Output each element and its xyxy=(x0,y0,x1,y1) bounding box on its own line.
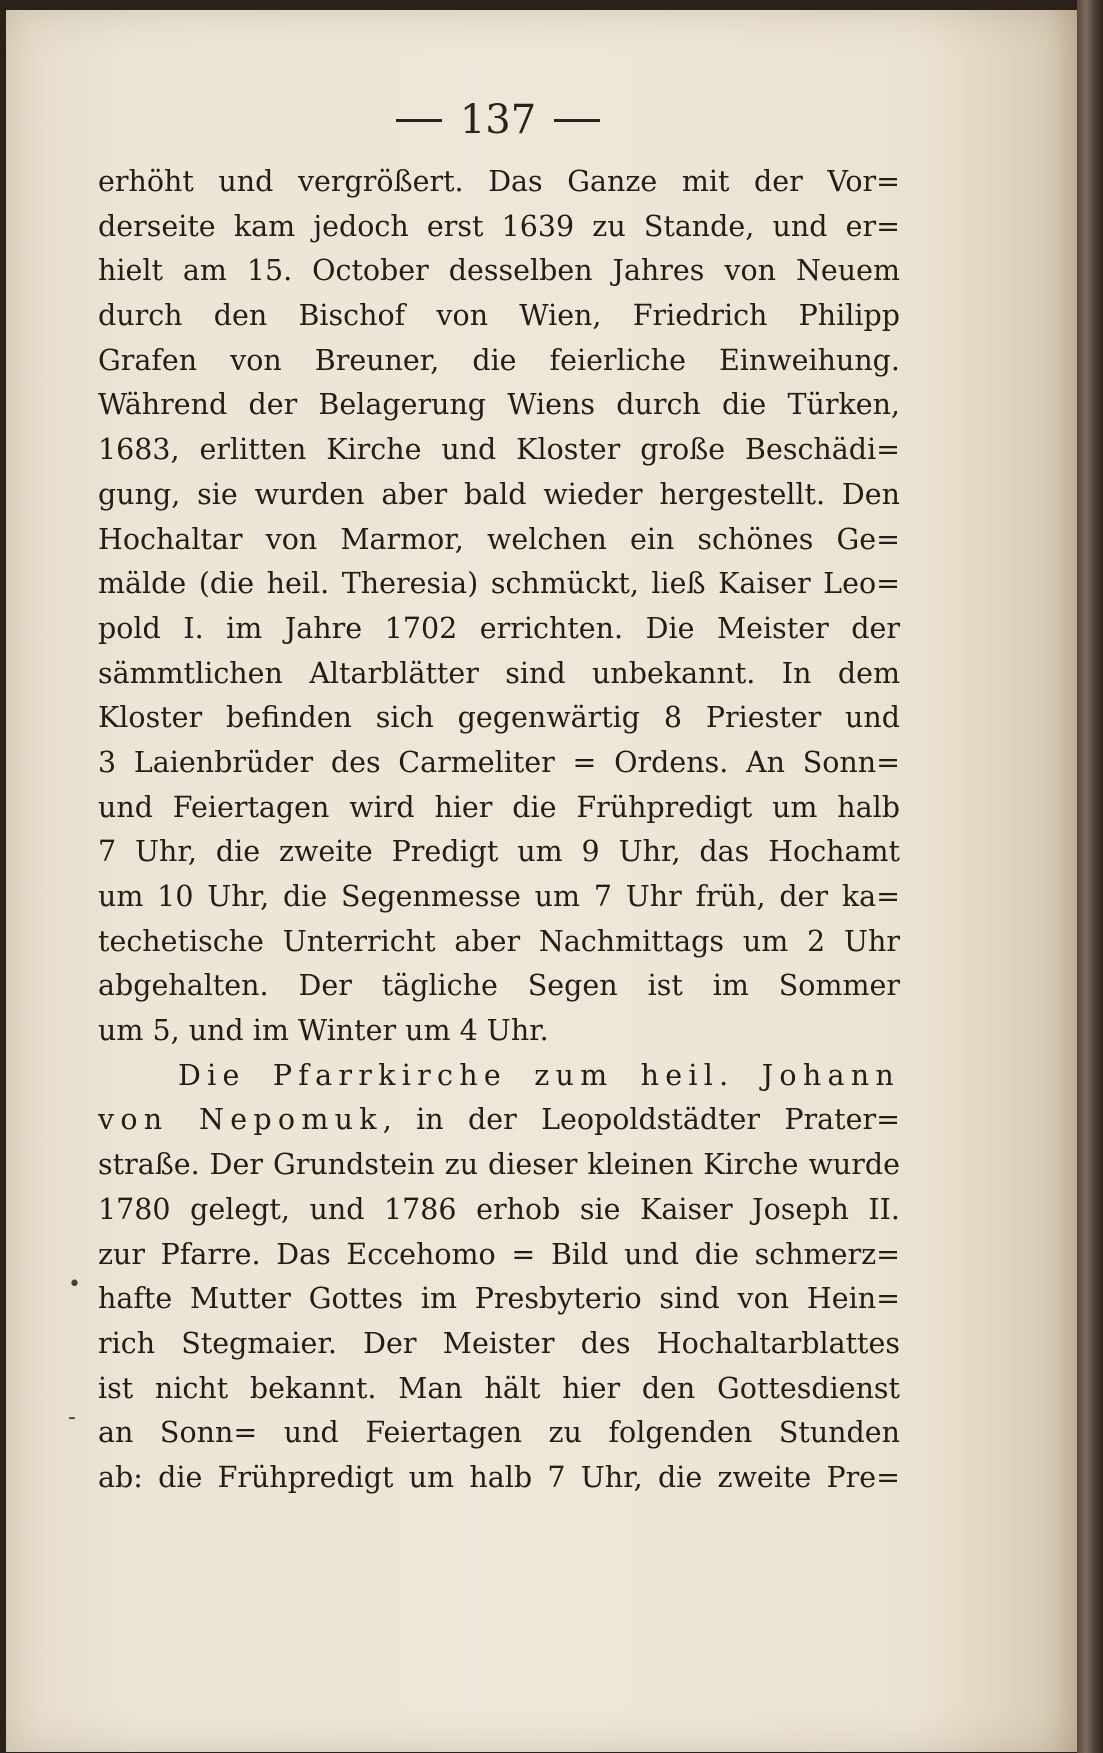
text-line: Kloster befinden sich gegenwärtig 8 Priester und xyxy=(98,701,900,735)
text-line: 1683, erlitten Kirche und Kloster große Beschädi= xyxy=(98,433,900,467)
text-line: ist nicht bekannt. Man hält hier den Gottesdienst xyxy=(98,1371,900,1405)
text-line: gung, sie wurden aber bald wieder hergestellt. Den xyxy=(98,477,900,511)
text-line: 1780 gelegt, und 1786 erhob sie Kaiser Joseph II. xyxy=(98,1192,900,1226)
text-line: um 5, und im Winter um 4 Uhr. xyxy=(98,1014,549,1048)
book-edge xyxy=(1077,0,1103,1753)
text-line: hielt am 15. October desselben Jahres von Neuem xyxy=(98,254,900,288)
text-line: erhöht und vergrößert. Das Ganze mit der Vor= xyxy=(98,165,900,198)
text-line: 3 Laienbrüder des Carmeliter = Ordens. An Sonn= xyxy=(98,745,900,779)
text-line: Während der Belagerung Wiens durch die Türken, xyxy=(98,388,900,422)
text-line: durch den Bischof von Wien, Friedrich Philipp xyxy=(98,299,900,333)
header-dash-right xyxy=(554,119,600,122)
page-header xyxy=(368,90,628,150)
text-line: und Feiertagen wird hier die Frühpredigt um halb xyxy=(98,790,900,824)
margin-speck: • xyxy=(68,1272,81,1297)
text-line: Grafen von Breuner, die feierliche Einweihung. xyxy=(98,343,900,377)
text-line: hafte Mutter Gottes im Presbyterio sind von Hein= xyxy=(98,1282,900,1316)
text-line: derseite kam jedoch erst 1639 zu Stande, und er= xyxy=(98,209,900,243)
body-text xyxy=(98,160,900,1501)
header-dash-left xyxy=(396,119,442,122)
text-line: um 10 Uhr, die Segenmesse um 7 Uhr früh, der ka= xyxy=(98,880,900,913)
text-line: zur Pfarre. Das Eccehomo = Bild und die schmerz= xyxy=(98,1237,900,1271)
page-number: 137 xyxy=(459,97,537,143)
text-line: sämmtlichen Altarblätter sind unbekannt. In dem xyxy=(98,656,900,690)
text-line: mälde (die heil. Theresia) schmückt, ließ Kaiser Leo= xyxy=(98,567,900,601)
book-page xyxy=(6,10,1078,1752)
text-line: abgehalten. Der tägliche Segen ist im Sommer xyxy=(98,969,900,1003)
text-line: 7 Uhr, die zweite Predigt um 9 Uhr, das Hochamt xyxy=(98,835,900,869)
text-line: ab: die Frühpredigt um halb 7 Uhr, die zweite Pre= xyxy=(98,1460,900,1494)
margin-dash: - xyxy=(68,1405,76,1430)
text-line: rich Stegmaier. Der Meister des Hochaltarblattes xyxy=(98,1326,900,1360)
text-line: techetische Unterricht aber Nachmittags um 2 Uhr xyxy=(98,924,900,958)
text-line: Hochaltar von Marmor, welchen ein schönes Ge= xyxy=(98,522,900,556)
paragraph-heading: Die Pfarrkirche zum heil. Johann xyxy=(178,1058,900,1092)
text-line xyxy=(98,1098,900,1143)
church-name-spaced: von Nepomuk xyxy=(98,1103,383,1137)
text-line: an Sonn= und Feiertagen zu folgenden Stunden xyxy=(98,1416,900,1450)
text-line: straße. Der Grundstein zu dieser kleinen Kirche wurde xyxy=(98,1148,900,1182)
text-line: pold I. im Jahre 1702 errichten. Die Meister der xyxy=(98,611,900,645)
text-line-rest: , in der Leopoldstädter Prater= xyxy=(382,1103,900,1137)
